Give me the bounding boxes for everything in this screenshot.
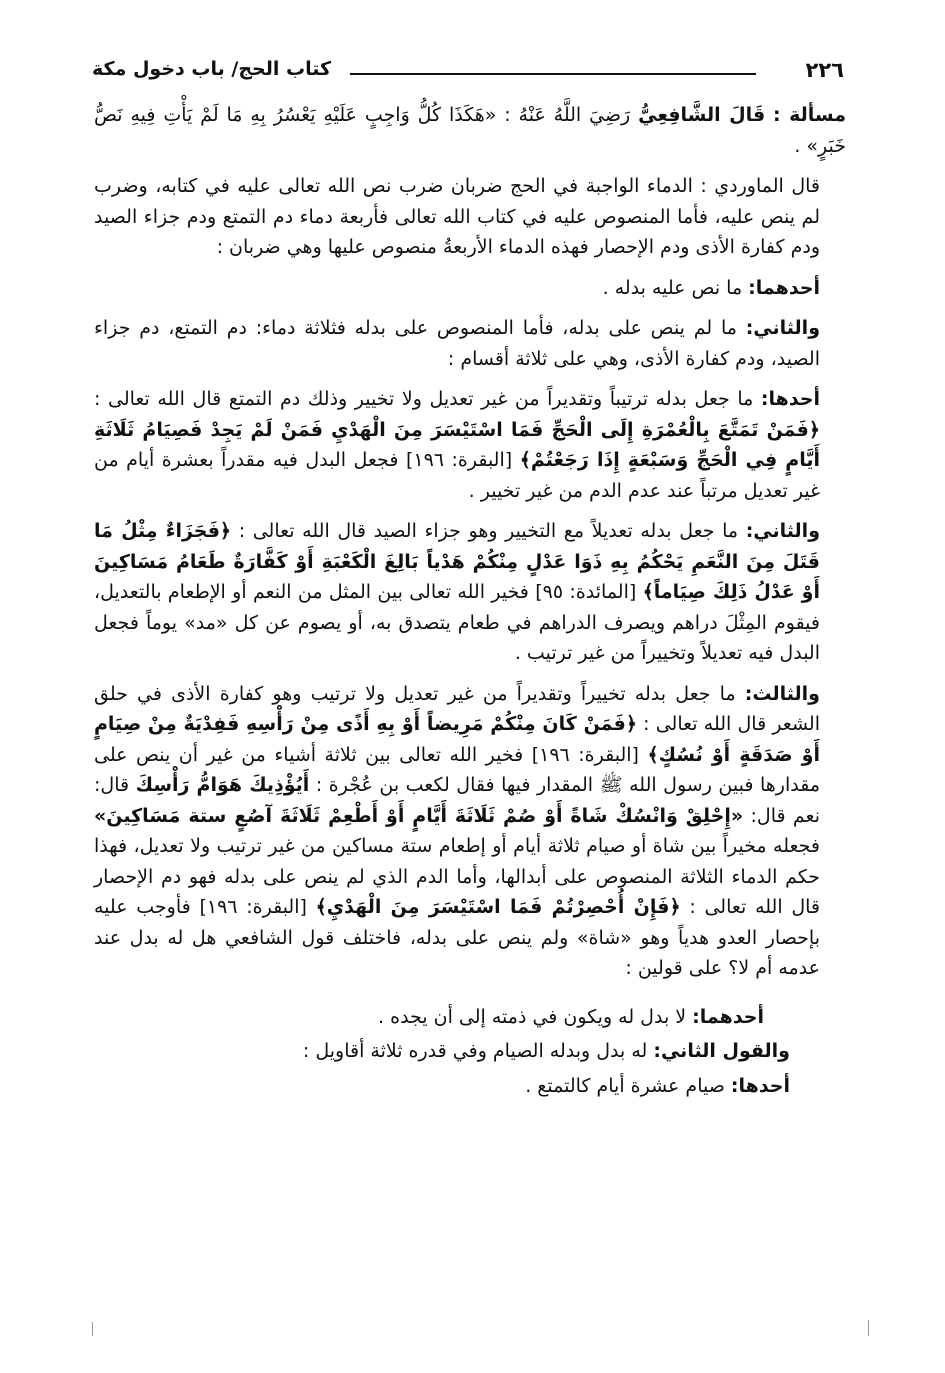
paragraph-masala: [94, 100, 846, 161]
paragraph-opinion-one: [94, 1002, 846, 1033]
verse-reference: [المائدة: ٩٥]: [535, 581, 637, 603]
section-three-text-cont4: فأوجب عليه بإحصار العدو هدياً وهو «شاة» ولم ينص على بدله، فاختلف قول الشافعي هل له بدل عند عدمه أم لا؟ على قولين :: [94, 896, 820, 979]
page-body: [94, 100, 846, 1111]
quran-verse-jaza: ﴿فَجَزَاءٌ مِثْلُ مَا قَتَلَ مِنَ النَّعَمِ يَحْكُمُ بِهِ ذَوَا عَدْلٍ مِنْكُمْ هَدْياً بَالِغَ الْكَعْبَةِ أَوْ كَفَّارَةٌ طَعَامُ مَسَاكِينَ أَوْ عَدْلُ ذَلِكَ صِيَاماً﴾: [94, 520, 820, 603]
opinion-one-label: أحدهما:: [692, 1005, 764, 1028]
scan-mark: [92, 1322, 93, 1336]
saying-one-label: أحدها:: [730, 1074, 790, 1097]
header-rule: [350, 73, 756, 75]
page-number: ٢٢٦: [805, 58, 844, 82]
page-header: [92, 52, 844, 92]
hadith-answer: «إِحْلِقْ وَانْسُكْ شَاةً أَوْ صُمْ ثَلَاثَةَ أَيَّامٍ أَوْ أَطْعِمْ ثَلَاثَةَ آصُعٍ ستة مَسَاكِينَ»: [94, 804, 744, 827]
hadith-question: أَيُؤْذِيكَ هَوَامُّ رَأْسِكَ: [135, 774, 310, 796]
section-two-text-cont: فخير الله تعالى بين المثل من النعم أو الإطعام بالتعديل، فيقوم المِثْلَ دراهم ويصرف الدراهم في طعام يتصدق به، أو يصوم عن كل «مد» يوماً فجعل البدل فيه تعديلاً وتخييراً من غير ترتيب .: [94, 581, 820, 664]
section-three-text: ما جعل بدله تخييراً وتقديراً من غير تعديل ولا ترتيب وهو كفارة الأذى في حلق الشعر قال الله تعالى :: [94, 682, 820, 735]
paragraph-mawardi: [94, 171, 846, 263]
opinion-two-text: له بدل وبدله الصيام وفي قدره ثلاثة أقاويل :: [302, 1040, 648, 1062]
scan-mark: [868, 1320, 869, 1336]
shafii-lead: قَالَ الشَّافِعِيُّ: [638, 104, 766, 126]
section-three-text-cont: فخير الله تعالى بين ثلاثة أشياء من غير أن ينص على مقدارها فبين رسول الله ﷺ المقدار فيها فقال لكعب بن عُجْرة :: [94, 743, 820, 796]
paragraph-saying-one: [94, 1071, 846, 1102]
section-one-text-cont: فجعل البدل فيه مقدراً بعشرة أيام من غير تعديل مرتباً عند عدم الدم من غير تخيير .: [94, 449, 820, 502]
verse-reference: [البقرة: ١٩٦]: [199, 896, 307, 918]
paragraph-second-type: [94, 313, 846, 374]
paragraph-first-type: [94, 273, 846, 304]
paragraph-section-two: [94, 516, 846, 669]
mawardi-text: قال الماوردي : الدماء الواجبة في الحج ضربان ضرب نص الله تعالى عليه في كتابه، وضرب لم ينص عليه، فأما المنصوص عليه في كتاب الله تعالى فأربعة دماء دم التمتع ودم جزاء الصيد ودم كفارة الأذى ودم الإحصار فهذه الدماء الأربعةُ منصوص عليها وهي ضربان :: [94, 175, 820, 258]
section-three-text-cont2: قال: نعم قال:: [94, 774, 820, 827]
section-three-text-cont3: فجعله مخيراً بين شاة أو صيام ثلاثة أيام أو إطعام ستة مساكين من غير ترتيب ولا تعديل، فهذا حكم الدماء الثلاثة المنصوص على أبدالها، وأما الدم الذي لم ينص على بدله فهو دم الإحصار قال الله تعالى :: [94, 835, 821, 918]
quran-verse-tamattu: ﴿فَمَنْ تَمَتَّعَ بِالْعُمْرَةِ إِلَى الْحَجِّ فَمَا اسْتَيْسَرَ مِنَ الْهَدْيِ فَمَنْ لَمْ يَجِدْ فَصِيَامُ ثَلَاثَةِ أَيَّامٍ فِي الْحَجِّ وَسَبْعَةٍ إِذَا رَجَعْتُمْ﴾: [94, 418, 820, 471]
quran-verse-ihsar: ﴿فَإِنْ أُحْصِرْتُمْ فَمَا اسْتَيْسَرَ مِنَ الْهَدْيِ﴾: [315, 896, 681, 918]
first-type-label: أحدهما:: [748, 276, 820, 299]
shafii-quote: رَضِيَ اللَّهُ عَنْهُ : «هَكَذَا كُلُّ وَاجِبٍ عَلَيْهِ يَعْسُرُ بِهِ مَا لَمْ يَأْتِ فِيهِ نَصُّ خَبَرٍ» .: [94, 104, 846, 157]
paragraph-opinion-two: [94, 1036, 846, 1067]
section-three-label: والثالث:: [744, 682, 820, 705]
section-one-text: ما جعل بدله ترتيباً وتقديراً من غير تعديل ولا تخيير وذلك دم التمتع قال الله تعالى :: [94, 388, 754, 410]
saying-one-text: صيام عشرة أيام كالتمتع .: [525, 1074, 725, 1097]
running-title: كتاب الحج/ باب دخول مكة: [92, 58, 332, 80]
section-two-text: ما جعل بدله تعديلاً مع التخيير وهو جزاء الصيد قال الله تعالى :: [238, 520, 739, 542]
first-type-text: ما نص عليه بدله .: [602, 276, 743, 299]
paragraph-section-three: [94, 679, 846, 984]
verse-reference: [البقرة: ١٩٦]: [531, 743, 639, 766]
second-type-text: ما لم ينص على بدله، فأما المنصوص على بدله فثلاثة دماء: دم التمتع، دم جزاء الصيد، ودم كفارة الأذى، وهي على ثلاثة أقسام :: [94, 317, 820, 370]
paragraph-section-one: [94, 384, 846, 506]
quran-verse-fidya: ﴿فَمَنْ كَانَ مِنْكُمْ مَرِيضاً أَوْ بِهِ أَذًى مِنْ رَأْسِهِ فَفِدْيَةٌ مِنْ صِيَامٍ أَوْ صَدَقَةٍ أَوْ نُسُكٍ﴾: [94, 713, 820, 766]
second-type-label: والثاني:: [745, 317, 821, 339]
section-two-label: والثاني:: [745, 520, 821, 542]
verse-reference: [البقرة: ١٩٦]: [405, 449, 513, 471]
opinion-two-label: والقول الثاني:: [653, 1040, 790, 1062]
opinion-one-text: لا بدل له ويكون في ذمته إلى أن يجده .: [378, 1005, 687, 1028]
masala-label: مسألة :: [773, 104, 846, 126]
section-one-label: أحدها:: [760, 388, 820, 410]
